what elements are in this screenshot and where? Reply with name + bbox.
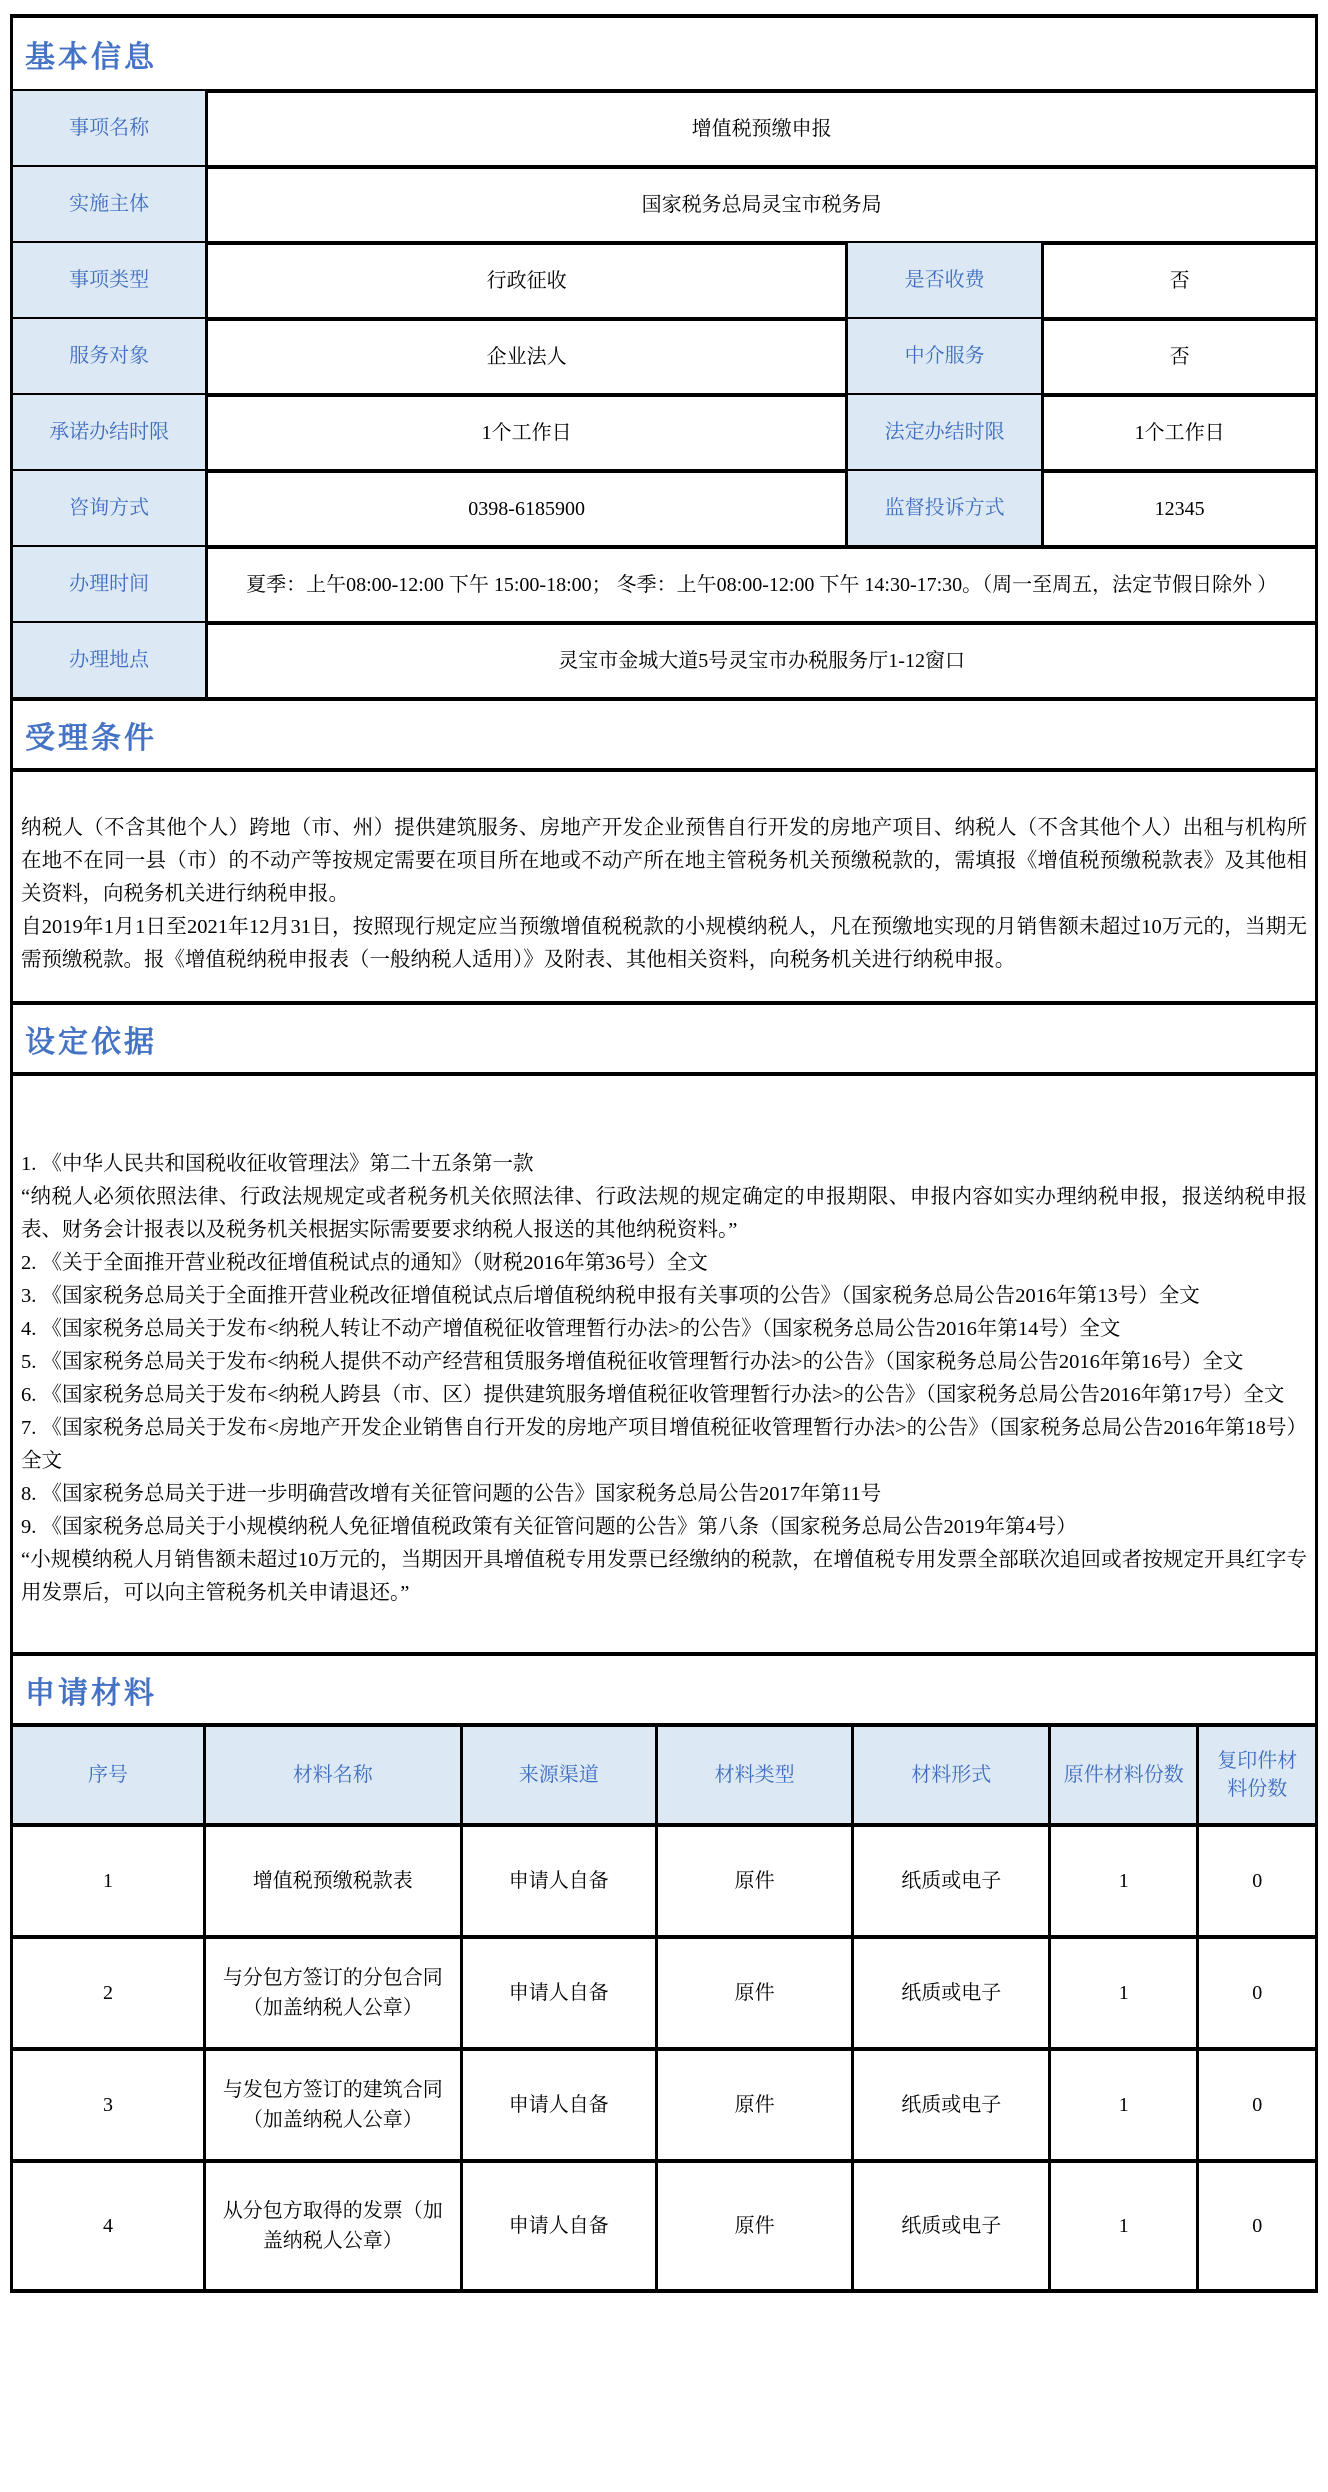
basis-item: 9. 《国家税务总局关于小规模纳税人免征增值税政策有关征管问题的公告》第八条（国家税务总局公告2019年第4号） <box>21 1516 1077 1538</box>
material-name: 与分包方签订的分包合同（加盖纳税人公章） <box>203 1939 459 2047</box>
field-value: 1个工作日 <box>1044 393 1315 469</box>
table-row <box>13 469 1315 545</box>
field-value: 行政征收 <box>208 241 845 317</box>
field-value: 12345 <box>1044 469 1315 545</box>
field-label: 监督投诉方式 <box>845 469 1044 545</box>
acceptance-text <box>13 768 1315 1001</box>
column-header: 材料形式 <box>851 1727 1048 1823</box>
material-type: 原件 <box>655 2051 852 2159</box>
field-label: 咨询方式 <box>13 469 208 545</box>
field-value: 企业法人 <box>208 317 845 393</box>
material-seq: 3 <box>103 2094 114 2116</box>
basis-item: 2. 《关于全面推开营业税改征增值税试点的通知》（财税2016年第36号）全文 <box>21 1252 708 1274</box>
material-copy-count: 0 <box>1196 2163 1315 2289</box>
material-copy-count: 0 <box>1196 1939 1315 2047</box>
column-header: 原件材料份数 <box>1048 1727 1196 1823</box>
material-form: 纸质或电子 <box>851 2163 1048 2289</box>
section-title-basis: 设定依据 <box>13 1001 1315 1072</box>
field-value: 夏季：上午08:00-12:00 下午 15:00-18:00； 冬季：上午08:00-12:00 下午 14:30-17:30。（周一至周五，法定节假日除外 ） <box>208 545 1315 621</box>
material-seq: 1 <box>103 1870 114 1892</box>
field-label: 事项类型 <box>13 241 208 317</box>
basis-item: “小规模纳税人月销售额未超过10万元的，当期因开具增值税专用发票已经缴纳的税款，在增值税专用发票全部联次追回或者按规定开具红字专用发票后，可以向主管税务机关申请退还。” <box>21 1549 1307 1604</box>
material-seq: 2 <box>103 1982 114 2004</box>
field-label: 实施主体 <box>13 165 208 241</box>
material-copy-count: 0 <box>1196 2051 1315 2159</box>
material-original-count: 1 <box>1048 1827 1196 1935</box>
table-row <box>13 621 1315 697</box>
basis-item: 1. 《中华人民共和国税收征收管理法》第二十五条第一款 <box>21 1153 534 1175</box>
column-header: 复印件材料份数 <box>1196 1727 1315 1823</box>
field-value: 灵宝市金城大道5号灵宝市办税服务厅1-12窗口 <box>208 621 1315 697</box>
acceptance-paragraph: 纳税人（不含其他个人）跨地（市、州）提供建筑服务、房地产开发企业预售自行开发的房地产项目、纳税人（不含其他个人）出租与机构所在地不在同一县（市）的不动产等按规定需要在项目所在地或不动产所在地主管税务机关预缴税款的，需填报《增值税预缴税款表》及其他相关资料，向税务机关进行纳税申报。 <box>21 817 1307 905</box>
column-header: 材料类型 <box>655 1727 852 1823</box>
column-header: 材料名称 <box>203 1727 459 1823</box>
basis-text <box>13 1072 1315 1652</box>
field-value: 否 <box>1044 317 1315 393</box>
material-name: 增值税预缴税款表 <box>203 1827 459 1935</box>
acceptance-paragraph: 自2019年1月1日至2021年12月31日，按照现行规定应当预缴增值税税款的小规模纳税人，凡在预缴地实现的月销售额未超过10万元的，当期无需预缴税款。报《增值税纳税申报表（一般纳税人适用）》及附表、其他相关资料，向税务机关进行纳税申报。 <box>21 916 1307 971</box>
field-value: 增值税预缴申报 <box>208 89 1315 165</box>
material-row <box>13 2159 1315 2289</box>
field-value: 1个工作日 <box>208 393 845 469</box>
material-original-count: 1 <box>1048 1939 1196 2047</box>
basis-item: 5. 《国家税务总局关于发布<纳税人提供不动产经营租赁服务增值税征收管理暂行办法>的公告》（国家税务总局公告2016年第16号）全文 <box>21 1351 1244 1373</box>
table-row <box>13 317 1315 393</box>
table-row <box>13 89 1315 165</box>
material-source: 申请人自备 <box>460 2163 655 2289</box>
basis-item: 7. 《国家税务总局关于发布<房地产开发企业销售自行开发的房地产项目增值税征收管理暂行办法>的公告》（国家税务总局公告2016年第18号）全文 <box>21 1417 1307 1472</box>
field-label: 办理地点 <box>13 621 208 697</box>
material-source: 申请人自备 <box>460 1827 655 1935</box>
table-row <box>13 165 1315 241</box>
material-name: 从分包方取得的发票（加盖纳税人公章） <box>203 2163 459 2289</box>
material-row <box>13 1823 1315 1935</box>
field-label: 是否收费 <box>845 241 1044 317</box>
material-copy-count: 0 <box>1196 1827 1315 1935</box>
basis-item: 4. 《国家税务总局关于发布<纳税人转让不动产增值税征收管理暂行办法>的公告》（国家税务总局公告2016年第14号）全文 <box>21 1318 1121 1340</box>
field-label: 中介服务 <box>845 317 1044 393</box>
material-source: 申请人自备 <box>460 1939 655 2047</box>
field-label: 法定办结时限 <box>845 393 1044 469</box>
field-label: 承诺办结时限 <box>13 393 208 469</box>
material-source: 申请人自备 <box>460 2051 655 2159</box>
basis-item: 6. 《国家税务总局关于发布<纳税人跨县（市、区）提供建筑服务增值税征收管理暂行办法>的公告》（国家税务总局公告2016年第17号）全文 <box>21 1384 1285 1406</box>
material-form: 纸质或电子 <box>851 1939 1048 2047</box>
basis-item: 8. 《国家税务总局关于进一步明确营改增有关征管问题的公告》国家税务总局公告2017年第11号 <box>21 1483 882 1505</box>
section-title-acceptance: 受理条件 <box>13 697 1315 768</box>
material-type: 原件 <box>655 1827 852 1935</box>
material-row <box>13 2047 1315 2159</box>
section-title-materials: 申请材料 <box>13 1652 1315 1723</box>
table-row <box>13 393 1315 469</box>
material-type: 原件 <box>655 1939 852 2047</box>
table-row <box>13 545 1315 621</box>
field-value: 国家税务总局灵宝市税务局 <box>208 165 1315 241</box>
column-header: 序号 <box>13 1727 203 1823</box>
basis-item: “纳税人必须依照法律、行政法规规定或者税务机关依照法律、行政法规的规定确定的申报期限、申报内容如实办理纳税申报，报送纳税申报表、财务会计报表以及税务机关根据实际需要要求纳税人报送的其他纳税资料。” <box>21 1186 1307 1241</box>
material-original-count: 1 <box>1048 2163 1196 2289</box>
material-form: 纸质或电子 <box>851 1827 1048 1935</box>
table-row <box>13 241 1315 317</box>
materials-header-row <box>13 1723 1315 1823</box>
service-info-document <box>10 14 1318 2293</box>
material-original-count: 1 <box>1048 2051 1196 2159</box>
field-value: 0398-6185900 <box>208 469 845 545</box>
basis-item: 3. 《国家税务总局关于全面推开营业税改征增值税试点后增值税纳税申报有关事项的公告》（国家税务总局公告2016年第13号）全文 <box>21 1285 1200 1307</box>
material-name: 与发包方签订的建筑合同（加盖纳税人公章） <box>203 2051 459 2159</box>
field-label: 服务对象 <box>13 317 208 393</box>
field-label: 办理时间 <box>13 545 208 621</box>
field-label: 事项名称 <box>13 89 208 165</box>
material-seq: 4 <box>103 2215 114 2237</box>
material-form: 纸质或电子 <box>851 2051 1048 2159</box>
section-title-basic-info: 基本信息 <box>13 18 1315 89</box>
field-value: 否 <box>1044 241 1315 317</box>
column-header: 来源渠道 <box>460 1727 655 1823</box>
material-type: 原件 <box>655 2163 852 2289</box>
material-row <box>13 1935 1315 2047</box>
